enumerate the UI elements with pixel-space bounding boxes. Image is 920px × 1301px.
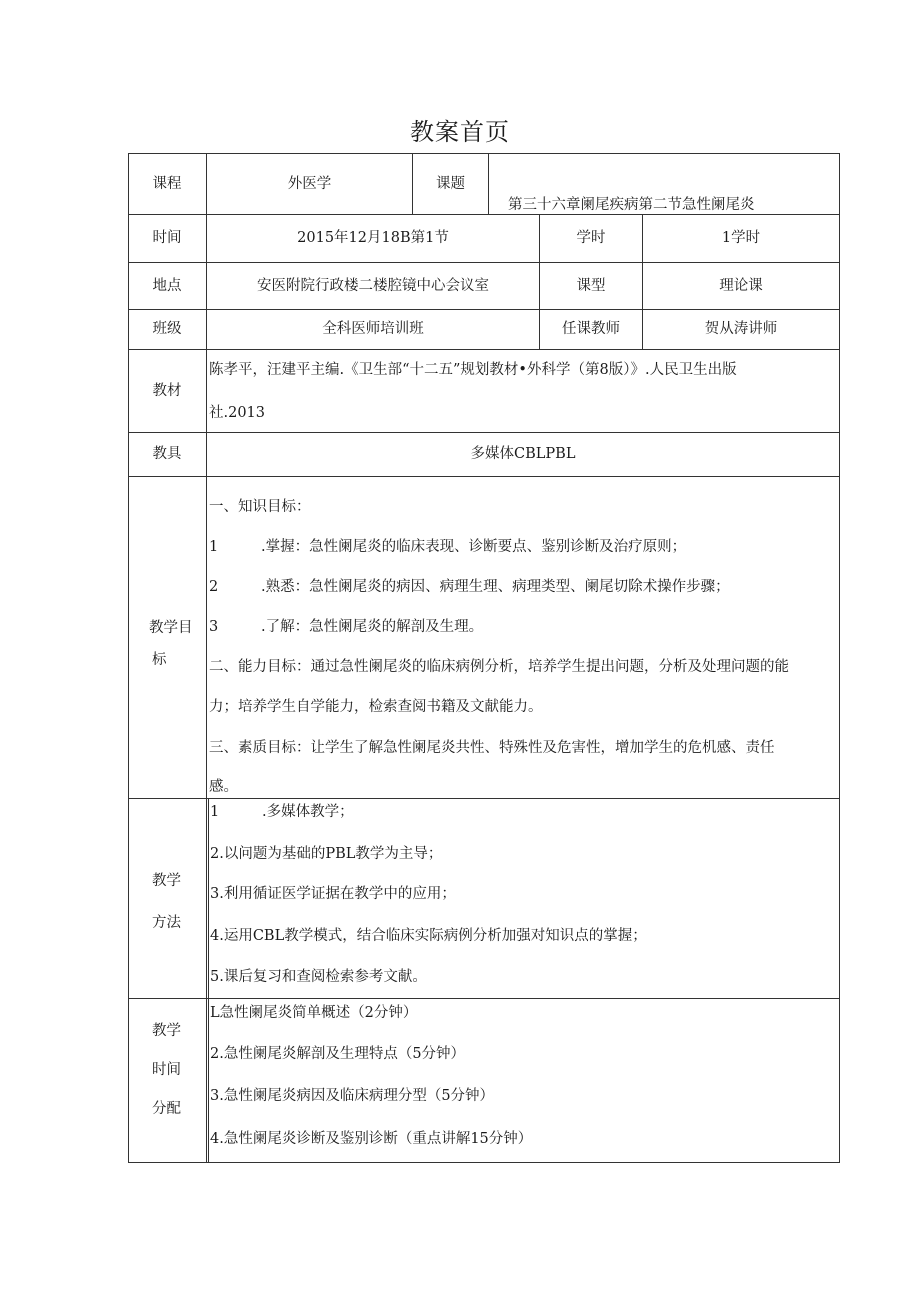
method-item-1-text: .多媒体教学； xyxy=(262,804,354,820)
method-item-2: 2.以问题为基础的PBL教学为主导； xyxy=(210,846,443,862)
method-item-3: 3.利用循证医学证据在教学中的应用； xyxy=(210,886,456,902)
objective-item-2 xyxy=(209,575,730,596)
textbook-label: 教材 xyxy=(152,382,182,399)
topic-value: 第三十六章阑尾疾病第二节急性阑尾炎 xyxy=(508,197,755,213)
method-item-4: 4.运用CBL教学模式，结合临床实际病例分析加强对知识点的掌握； xyxy=(210,928,647,944)
methods-label-line-1: 教学 xyxy=(152,873,181,889)
method-item-5: 5.课后复习和查阅检索参考文献。 xyxy=(210,969,427,985)
hours-value: 1学时 xyxy=(721,230,761,246)
objective-item-2-text: .熟悉：急性阑尾炎的病因、病理生理、病理类型、阑尾切除术操作步骤； xyxy=(261,579,730,595)
tools-value: 多媒体CBLPBL xyxy=(470,446,576,462)
time-label: 时间 xyxy=(152,230,182,246)
objective-item-1-number: 1 xyxy=(209,539,219,555)
methods-label-line-2: 方法 xyxy=(152,915,181,931)
hours-label: 学时 xyxy=(576,230,606,246)
page-title: 教案首页 xyxy=(410,118,510,146)
objectives-label-line-1: 教学目 xyxy=(149,620,193,636)
allocation-item-1: L急性阑尾炎简单概述（2分钟） xyxy=(210,1005,418,1021)
lesson-plan-table xyxy=(128,153,840,1163)
place-value: 安医附院行政楼二楼腔镜中心会议室 xyxy=(257,277,489,294)
textbook-line-1: 陈孝平，汪建平主编.《卫生部“十二五”规划教材•外科学（第8版）》.人民卫生出版 xyxy=(209,362,737,378)
allocation-item-2: 2.急性阑尾炎解剖及生理特点（5分钟） xyxy=(210,1046,466,1062)
tools-label: 教具 xyxy=(152,446,182,462)
allocation-item-3: 3.急性阑尾炎病因及临床病理分型（5分钟） xyxy=(210,1088,495,1104)
class-value: 全科医师培训班 xyxy=(322,321,424,337)
method-item-1-number: 1 xyxy=(210,804,220,820)
course-value: 外医学 xyxy=(287,175,332,192)
objective-item-3 xyxy=(209,615,483,636)
type-label: 课型 xyxy=(576,277,606,294)
teacher-value: 贺从涛讲师 xyxy=(704,321,778,337)
allocation-label-line-3: 分配 xyxy=(152,1101,181,1117)
teacher-label: 任课教师 xyxy=(562,321,620,337)
objective-item-1-text: .掌握：急性阑尾炎的临床表现、诊断要点、鉴别诊断及治疗原则； xyxy=(261,539,687,555)
textbook-line-2: 社.2013 xyxy=(209,405,266,421)
objective-item-3-number: 3 xyxy=(209,619,219,635)
method-item-1 xyxy=(210,800,354,821)
course-label: 课程 xyxy=(152,175,182,192)
allocation-label-line-2: 时间 xyxy=(152,1062,181,1078)
objectives-label-line-2: 标 xyxy=(152,652,167,668)
allocation-label-line-1: 教学 xyxy=(152,1023,181,1039)
quality-line-2: 感。 xyxy=(209,779,238,795)
allocation-item-4: 4.急性阑尾炎诊断及鉴别诊断（重点讲解15分钟） xyxy=(210,1131,533,1147)
objective-item-2-number: 2 xyxy=(209,579,219,595)
time-value: 2015年12月18B第1节 xyxy=(297,230,449,246)
quality-line-1: 三、素质目标：让学生了解急性阑尾炎共性、特殊性及危害性，增加学生的危机感、责任 xyxy=(209,740,775,756)
type-value: 理论课 xyxy=(719,277,763,294)
knowledge-heading: 一、知识目标： xyxy=(209,499,311,515)
place-label: 地点 xyxy=(152,277,182,294)
class-label: 班级 xyxy=(152,321,182,337)
ability-line-1: 二、能力目标：通过急性阑尾炎的临床病例分析，培养学生提出问题，分析及处理问题的能 xyxy=(209,659,789,675)
objective-item-3-text: .了解：急性阑尾炎的解剖及生理。 xyxy=(261,619,484,635)
topic-label: 课题 xyxy=(436,175,465,192)
ability-line-2: 力；培养学生自学能力，检索查阅书籍及文献能力。 xyxy=(209,699,543,715)
objective-item-1 xyxy=(209,535,686,556)
